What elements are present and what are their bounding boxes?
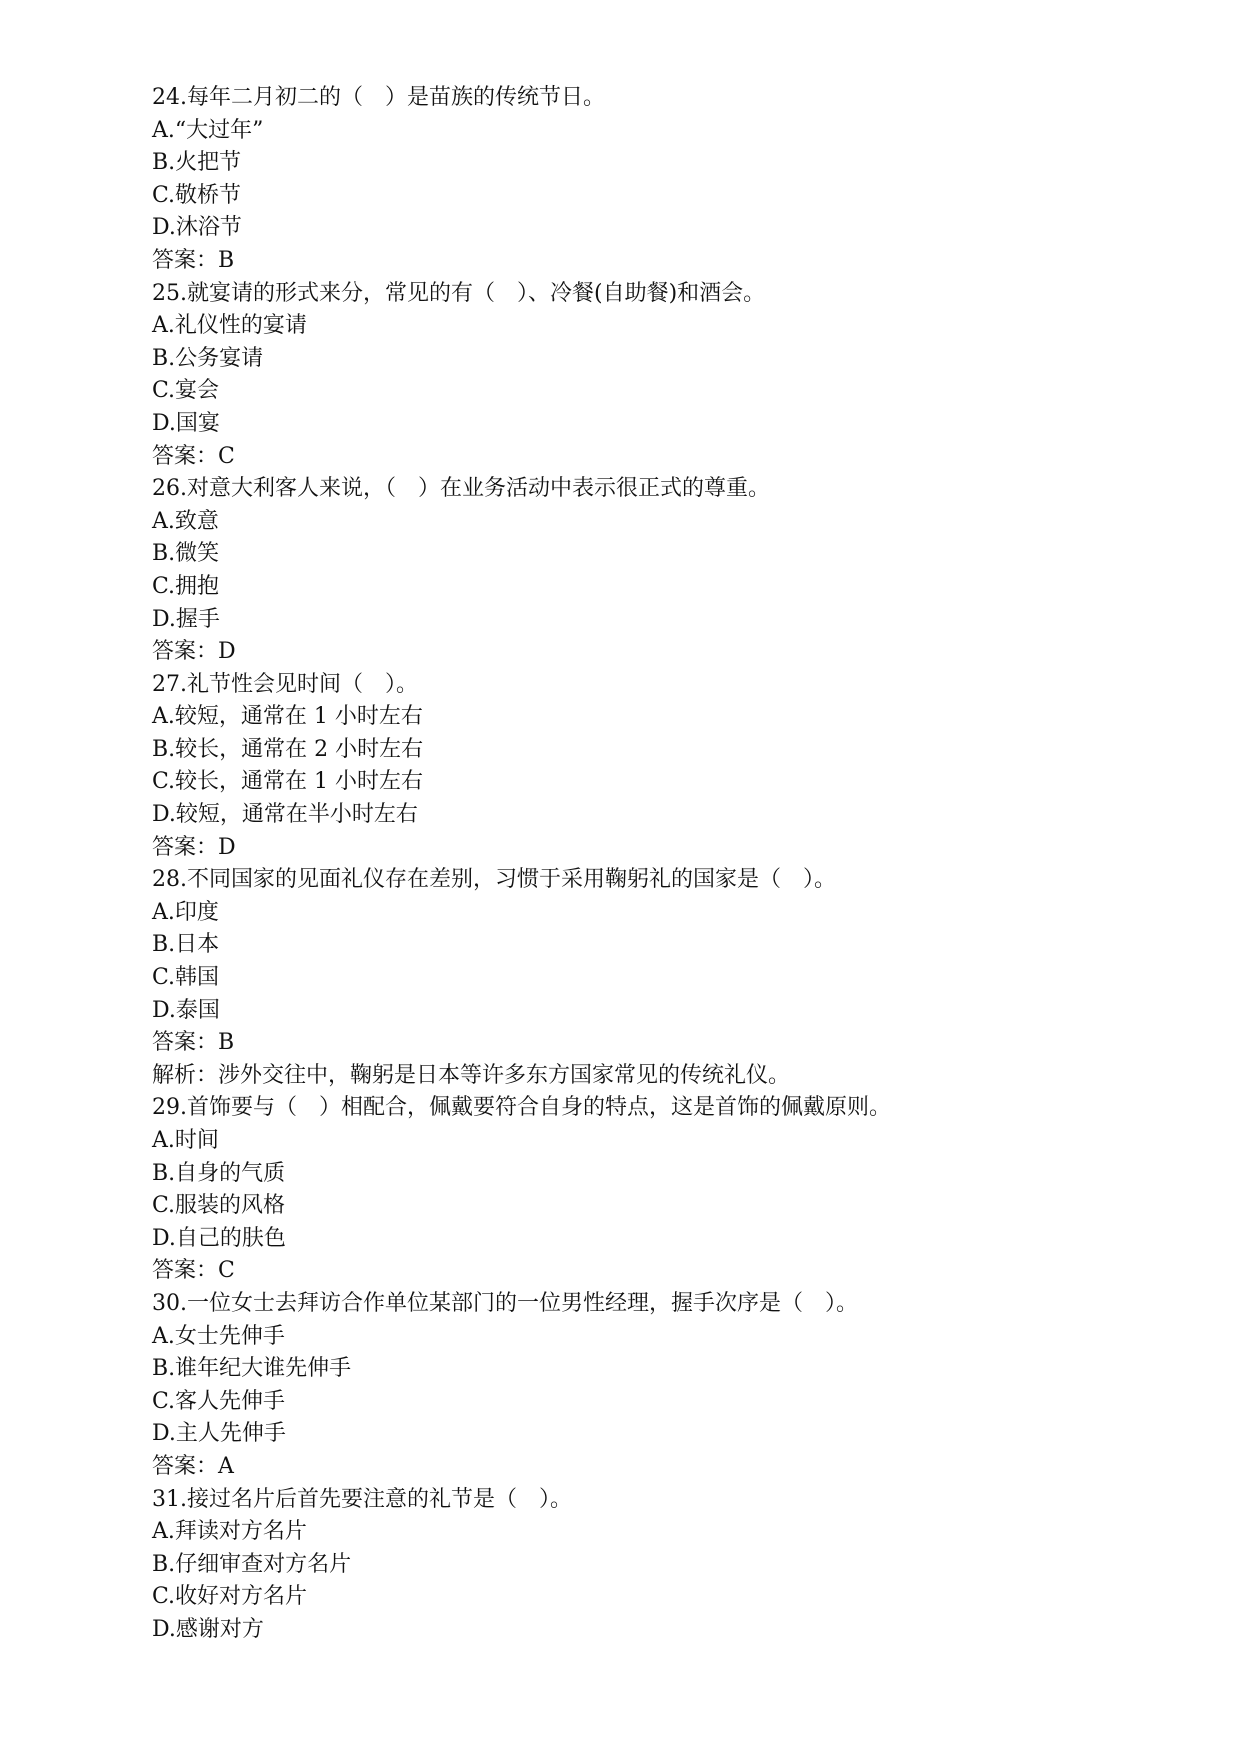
option-b: B.仔细审查对方名片 (152, 1551, 352, 1577)
option-c: C.敬桥节 (152, 182, 242, 208)
question-stem: 27.礼节性会见时间（ ）。 (152, 671, 418, 697)
option-c: C.宴会 (152, 378, 220, 404)
question-stem: 28.不同国家的见面礼仪存在差别，习惯于采用鞠躬礼的国家是（ ）。 (152, 867, 836, 893)
option-c: C.收好对方名片 (152, 1584, 308, 1610)
option-a: A.较短，通常在 1 小时左右 (152, 704, 423, 730)
question-24 (152, 82, 1152, 278)
option-c: C.韩国 (152, 965, 220, 991)
option-b: B.谁年纪大谁先伸手 (152, 1356, 352, 1382)
option-d: D.主人先伸手 (152, 1421, 286, 1447)
answer: 答案：C (152, 443, 235, 469)
option-d: D.较短，通常在半小时左右 (152, 802, 418, 828)
option-b: B.较长，通常在 2 小时左右 (152, 736, 424, 762)
question-27 (152, 669, 1152, 865)
answer: 答案：C (152, 1258, 235, 1284)
question-29 (152, 1092, 1152, 1288)
question-30 (152, 1288, 1152, 1484)
document-page (152, 82, 1152, 1647)
option-c: C.较长，通常在 1 小时左右 (152, 769, 424, 795)
question-stem: 25.就宴请的形式来分，常见的有（ ）、冷餐(自助餐)和酒会。 (152, 280, 766, 306)
option-d: D.握手 (152, 606, 220, 632)
option-c: C.服装的风格 (152, 1193, 286, 1219)
question-stem: 30.一位女士去拜访合作单位某部门的一位男性经理，握手次序是（ ）。 (152, 1290, 858, 1316)
option-d: D.沐浴节 (152, 215, 242, 241)
option-a: A.时间 (152, 1128, 219, 1153)
option-a: A.印度 (152, 899, 219, 925)
option-a: A.致意 (152, 508, 219, 534)
option-c: C.拥抱 (152, 573, 220, 599)
question-stem: 24.每年二月初二的（ ）是苗族的传统节日。 (152, 85, 605, 110)
answer: 答案：B (152, 1030, 235, 1056)
option-b: B.微笑 (152, 541, 220, 567)
answer: 答案：D (152, 639, 236, 665)
option-a: A.礼仪性的宴请 (152, 313, 307, 339)
option-a: A.女士先伸手 (152, 1323, 285, 1349)
option-c: C.客人先伸手 (152, 1388, 286, 1414)
option-d: D.自己的肤色 (152, 1225, 286, 1251)
option-d: D.泰国 (152, 997, 220, 1023)
option-d: D.感谢对方 (152, 1616, 264, 1642)
answer: 答案：D (152, 834, 236, 860)
answer: 答案：B (152, 247, 235, 273)
option-b: B.火把节 (152, 150, 242, 176)
question-stem: 29.首饰要与（ ）相配合，佩戴要符合自身的特点，这是首饰的佩戴原则。 (152, 1095, 891, 1121)
option-d: D.国宴 (152, 410, 220, 436)
question-28 (152, 864, 1152, 1092)
question-stem: 26.对意大利客人来说，（ ）在业务活动中表示很正式的尊重。 (152, 476, 770, 502)
option-a: A.拜读对方名片 (152, 1519, 307, 1545)
question-26 (152, 473, 1152, 669)
option-b: B.公务宴请 (152, 345, 264, 371)
option-b: B.自身的气质 (152, 1160, 286, 1186)
question-stem: 31.接过名片后首先要注意的礼节是（ ）。 (152, 1486, 572, 1512)
analysis: 解析：涉外交往中，鞠躬是日本等许多东方国家常见的传统礼仪。 (152, 1062, 791, 1088)
option-a: A.“大过年” (152, 117, 264, 143)
answer: 答案：A (152, 1453, 234, 1479)
option-b: B.日本 (152, 932, 220, 958)
question-31 (152, 1484, 1152, 1647)
question-25 (152, 278, 1152, 474)
